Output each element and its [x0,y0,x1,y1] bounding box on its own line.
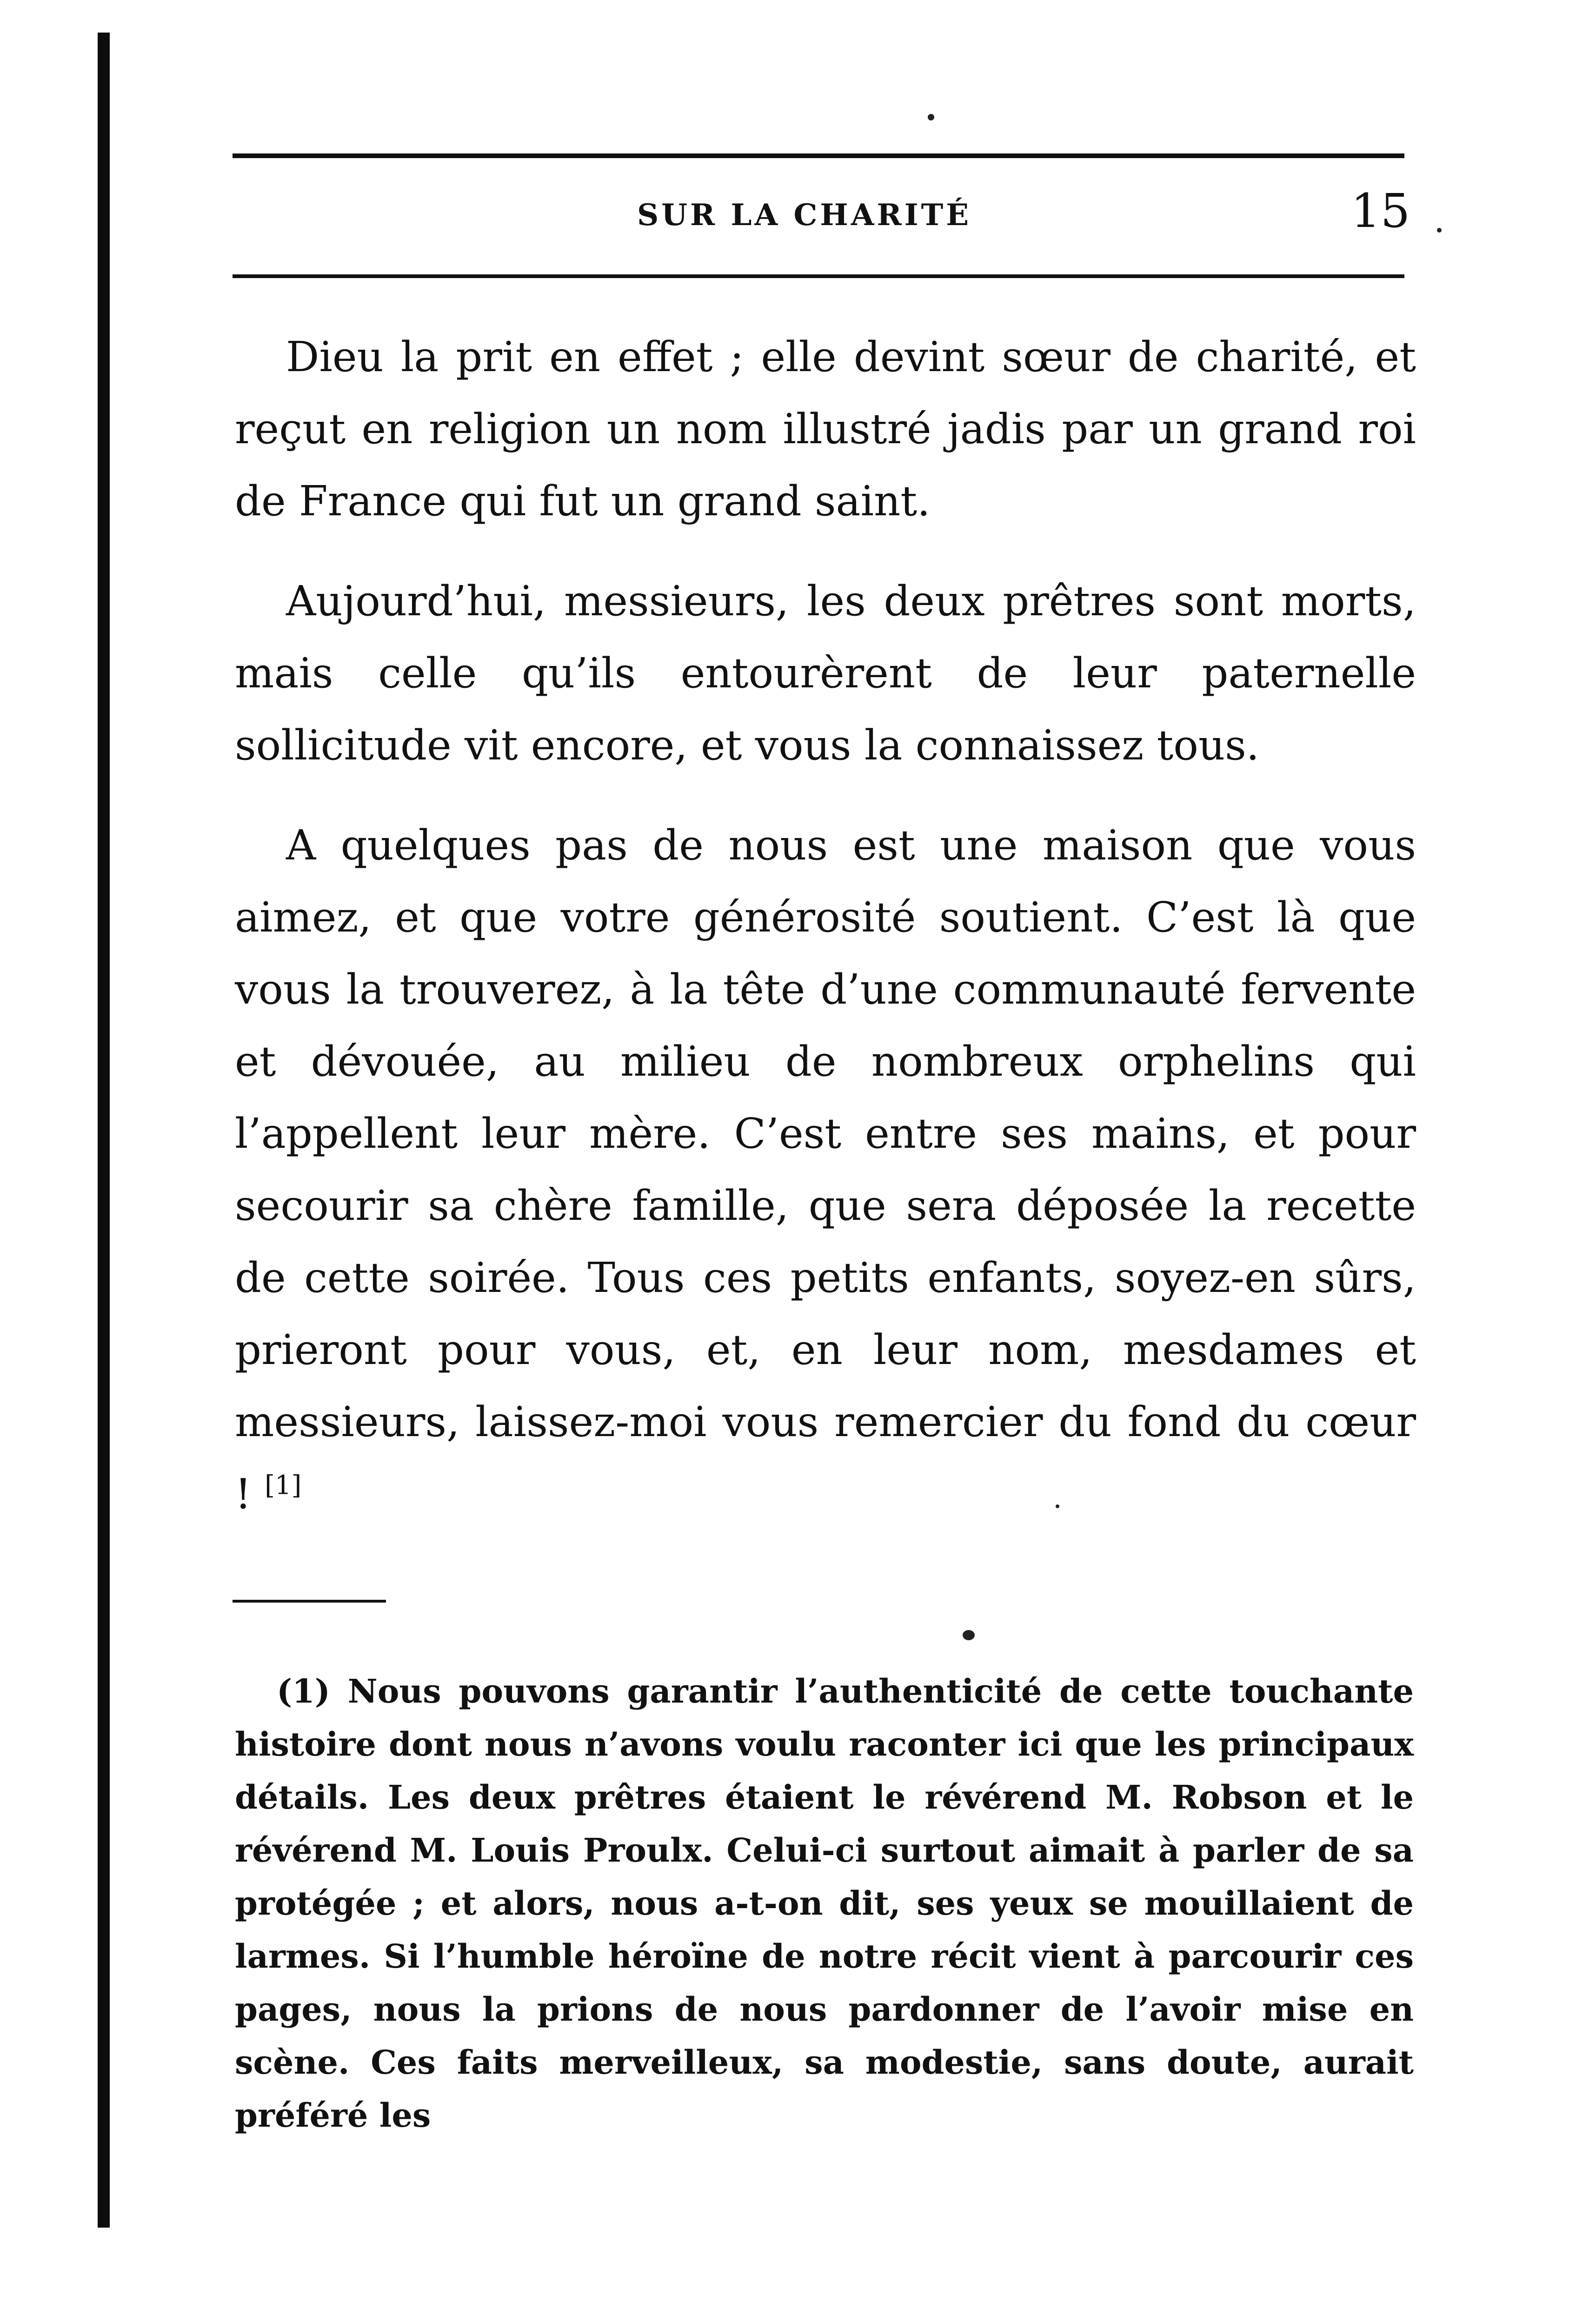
page-number: 15 [1351,184,1410,238]
paragraph-1: Dieu la prit en effet ; elle devint sœur de charité, et reçut en religion un nom illustré jadis par un grand roi de France qui fut un grand saint. [235,333,1416,525]
footnote-rule [233,1600,386,1603]
scan-speck [1056,1504,1059,1508]
footnote-text: (1) Nous pouvons garantir l’authenticité de cette touchante histoire dont nous n’avons voulu raconter ici que les principaux détails. Les deux prêtres étaient le révérend M. Robson et le révérend M. Louis Proulx. Celui-ci surtout aimait à parler de sa protégée ; et alors, nous a-t-on dit, ses yeux se mouillaient de larmes. Si l’humble héroïne de notre récit vient à parcourir ces pages, nous la prions de nous pardonner de l’avoir mise en scène. Ces faits merveilleux, sa modestie, sans doute, aurait préféré les [235,1672,1414,2135]
main-text [235,321,1416,1558]
paragraph-2: Aujourd’hui, messieurs, les deux prêtres sont morts, mais celle qu’ils entourèrent de leur paternelle sollicitude vit encore, et vous la connaissez tous. [235,577,1416,769]
binding-edge [98,33,110,2228]
scan-speck [928,114,934,120]
scan-speck [963,1630,975,1640]
footnote [235,1665,1414,2142]
paragraph-3-text: A quelques pas de nous est une maison que vous aimez, et que votre générosité soutient. C’est là que vous la trouverez, à la tête d’une communauté fervente et dévouée, au milieu de nombreux orphelins qui l’appellent leur mère. C’est entre ses mains, et pour secourir sa chère famille, que sera déposée la recette de cette soirée. Tous ces petits enfants, soyez-en sûrs, prieront pour vous, et, en leur nom, mesdames et messieurs, laissez-moi vous remercier du fond du cœur ! [235,821,1416,1518]
running-title: SUR LA CHARITÉ [637,198,972,233]
header-rule-top [233,153,1404,158]
scan-speck [1437,228,1442,233]
footnote-reference: [1] [265,1470,302,1501]
header-rule-bottom [233,274,1404,278]
paragraph-3 [235,809,1416,1530]
